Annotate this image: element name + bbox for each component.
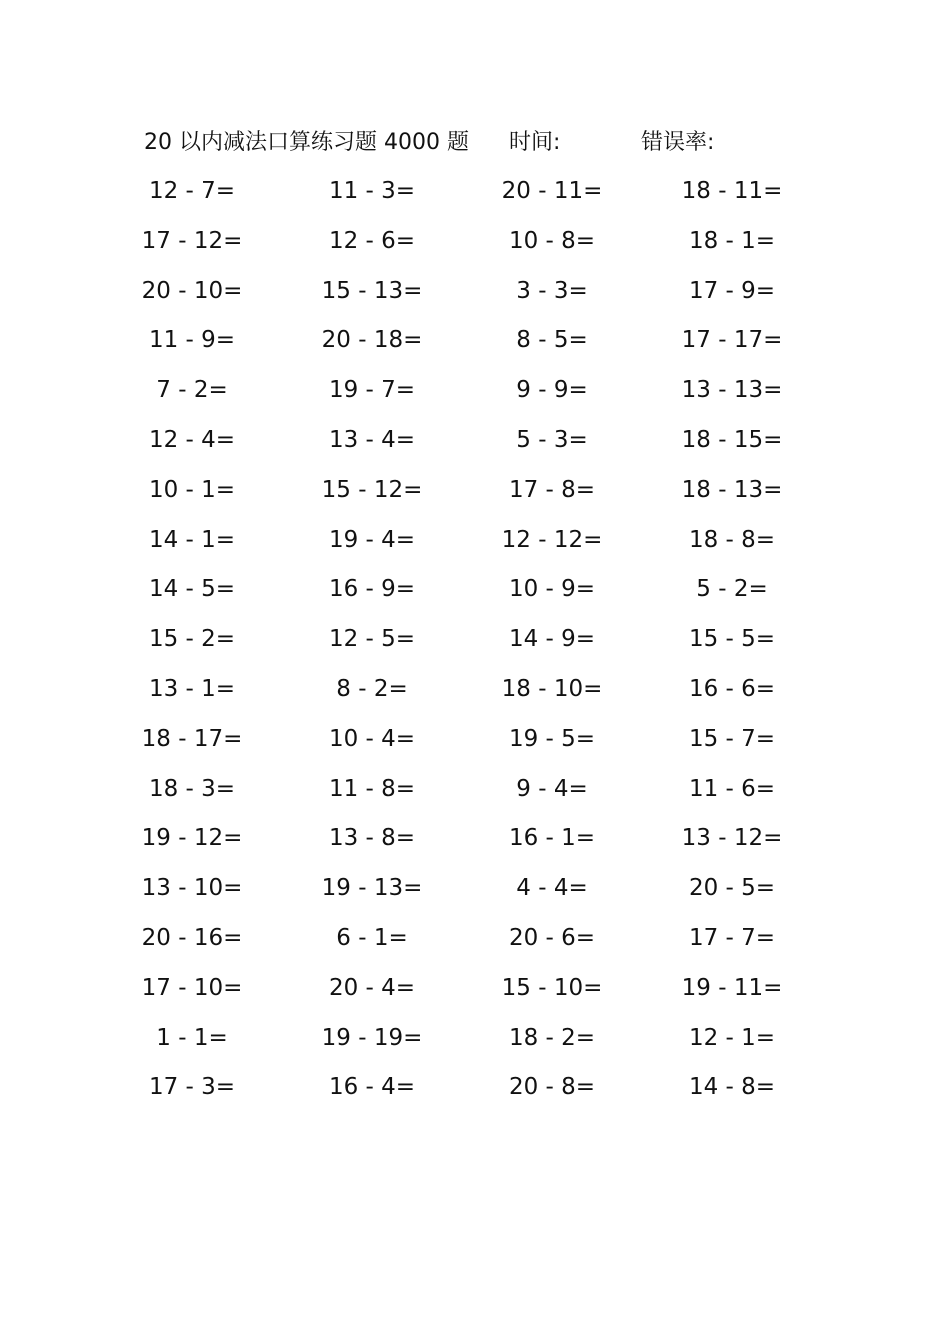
subtraction-problem: 13 - 12= xyxy=(681,825,783,852)
worksheet-title: 20 以内减法口算练习题 4000 题 xyxy=(144,130,469,155)
subtraction-problem: 13 - 13= xyxy=(681,377,783,404)
subtraction-problem: 12 - 5= xyxy=(328,626,416,653)
subtraction-problem: 10 - 1= xyxy=(148,476,236,503)
subtraction-problem: 12 - 4= xyxy=(148,426,236,453)
subtraction-problem: 18 - 3= xyxy=(148,775,236,802)
subtraction-problem: 15 - 2= xyxy=(148,626,236,653)
subtraction-problem: 20 - 4= xyxy=(328,974,416,1001)
problem-row xyxy=(0,571,950,621)
subtraction-problem: 19 - 4= xyxy=(328,526,416,553)
problem-row xyxy=(0,721,950,771)
problem-row xyxy=(0,621,950,671)
subtraction-problem: 11 - 9= xyxy=(148,327,236,354)
subtraction-problem: 17 - 9= xyxy=(688,277,776,304)
subtraction-problem: 20 - 11= xyxy=(501,178,603,204)
subtraction-problem: 12 - 12= xyxy=(501,526,603,553)
subtraction-problem: 12 - 7= xyxy=(148,178,236,204)
subtraction-problem: 17 - 3= xyxy=(148,1074,236,1101)
problem-grid xyxy=(0,173,950,1119)
subtraction-problem: 15 - 10= xyxy=(501,974,603,1001)
problem-row xyxy=(0,422,950,472)
problem-row xyxy=(0,771,950,821)
problem-row xyxy=(0,322,950,372)
subtraction-problem: 19 - 19= xyxy=(321,1024,423,1051)
subtraction-problem: 6 - 1= xyxy=(336,924,408,951)
subtraction-problem: 19 - 11= xyxy=(681,974,783,1001)
subtraction-problem: 18 - 17= xyxy=(141,725,243,752)
subtraction-problem: 10 - 4= xyxy=(328,725,416,752)
problem-row xyxy=(0,920,950,970)
subtraction-problem: 18 - 1= xyxy=(688,227,776,254)
subtraction-problem: 19 - 5= xyxy=(508,725,596,752)
subtraction-problem: 14 - 8= xyxy=(688,1074,776,1101)
problem-row xyxy=(0,273,950,323)
subtraction-problem: 17 - 17= xyxy=(681,327,783,354)
subtraction-problem: 3 - 3= xyxy=(516,277,588,304)
subtraction-problem: 5 - 3= xyxy=(516,426,588,453)
problem-row xyxy=(0,522,950,572)
subtraction-problem: 16 - 9= xyxy=(328,576,416,603)
problem-row xyxy=(0,472,950,522)
subtraction-problem: 17 - 8= xyxy=(508,476,596,503)
subtraction-problem: 5 - 2= xyxy=(696,576,768,603)
subtraction-problem: 10 - 9= xyxy=(508,576,596,603)
subtraction-problem: 20 - 8= xyxy=(508,1074,596,1101)
subtraction-problem: 20 - 10= xyxy=(141,277,243,304)
worksheet-header xyxy=(144,126,844,160)
subtraction-problem: 14 - 5= xyxy=(148,576,236,603)
subtraction-problem: 19 - 7= xyxy=(328,377,416,404)
problem-row xyxy=(0,671,950,721)
subtraction-problem: 12 - 6= xyxy=(328,227,416,254)
problem-row xyxy=(0,1020,950,1070)
problem-row xyxy=(0,173,950,223)
subtraction-problem: 20 - 16= xyxy=(141,924,243,951)
subtraction-problem: 16 - 6= xyxy=(688,675,776,702)
subtraction-problem: 15 - 12= xyxy=(321,476,423,503)
subtraction-problem: 9 - 9= xyxy=(516,377,588,404)
problem-row xyxy=(0,970,950,1020)
subtraction-problem: 16 - 4= xyxy=(328,1074,416,1101)
subtraction-problem: 12 - 1= xyxy=(688,1024,776,1051)
subtraction-problem: 4 - 4= xyxy=(516,875,588,902)
subtraction-problem: 15 - 7= xyxy=(688,725,776,752)
subtraction-problem: 13 - 8= xyxy=(328,825,416,852)
subtraction-problem: 17 - 7= xyxy=(688,924,776,951)
subtraction-problem: 13 - 4= xyxy=(328,426,416,453)
time-label: 时间: xyxy=(509,130,561,155)
subtraction-problem: 11 - 8= xyxy=(328,775,416,802)
subtraction-problem: 18 - 15= xyxy=(681,426,783,453)
subtraction-problem: 18 - 2= xyxy=(508,1024,596,1051)
problem-row xyxy=(0,870,950,920)
subtraction-problem: 8 - 5= xyxy=(516,327,588,354)
problem-row xyxy=(0,820,950,870)
subtraction-problem: 20 - 18= xyxy=(321,327,423,354)
subtraction-problem: 11 - 3= xyxy=(328,178,416,204)
error-rate-label: 错误率: xyxy=(641,130,715,155)
subtraction-problem: 19 - 13= xyxy=(321,875,423,902)
subtraction-problem: 11 - 6= xyxy=(688,775,776,802)
subtraction-problem: 17 - 12= xyxy=(141,227,243,254)
subtraction-problem: 18 - 13= xyxy=(681,476,783,503)
subtraction-problem: 14 - 9= xyxy=(508,626,596,653)
subtraction-problem: 8 - 2= xyxy=(336,675,408,702)
subtraction-problem: 18 - 8= xyxy=(688,526,776,553)
subtraction-problem: 17 - 10= xyxy=(141,974,243,1001)
subtraction-problem: 18 - 10= xyxy=(501,675,603,702)
subtraction-problem: 16 - 1= xyxy=(508,825,596,852)
problem-row xyxy=(0,1069,950,1119)
subtraction-problem: 14 - 1= xyxy=(148,526,236,553)
subtraction-problem: 9 - 4= xyxy=(516,775,588,802)
subtraction-problem: 13 - 10= xyxy=(141,875,243,902)
subtraction-problem: 20 - 6= xyxy=(508,924,596,951)
subtraction-problem: 15 - 13= xyxy=(321,277,423,304)
subtraction-problem: 7 - 2= xyxy=(156,377,228,404)
subtraction-problem: 1 - 1= xyxy=(156,1024,228,1051)
problem-row xyxy=(0,372,950,422)
subtraction-problem: 13 - 1= xyxy=(148,675,236,702)
subtraction-problem: 10 - 8= xyxy=(508,227,596,254)
subtraction-problem: 20 - 5= xyxy=(688,875,776,902)
subtraction-problem: 15 - 5= xyxy=(688,626,776,653)
subtraction-problem: 19 - 12= xyxy=(141,825,243,852)
subtraction-problem: 18 - 11= xyxy=(681,178,783,204)
problem-row xyxy=(0,223,950,273)
